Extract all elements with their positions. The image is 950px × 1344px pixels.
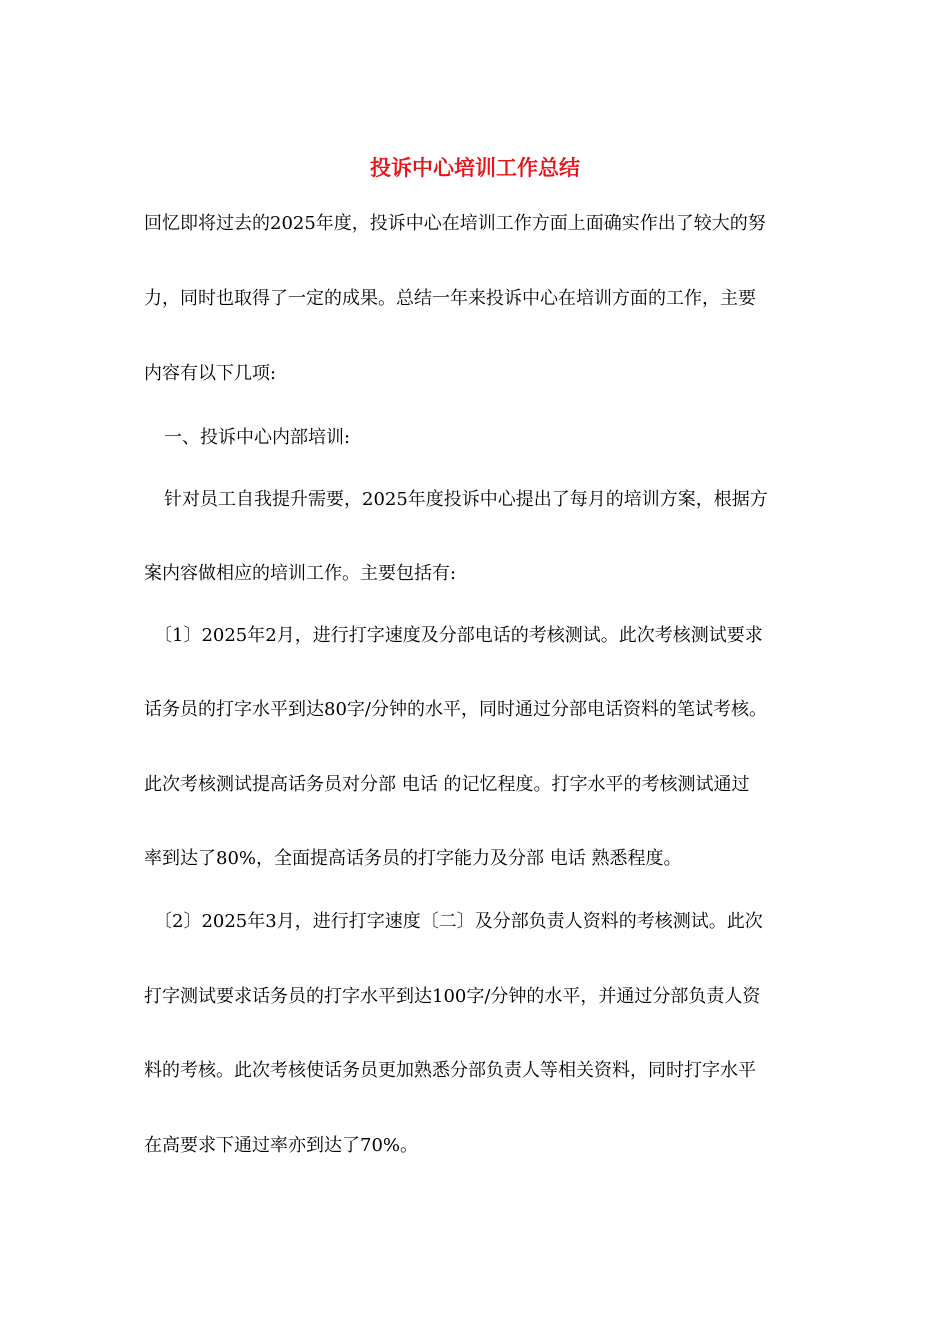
paragraph-line: 案内容做相应的培训工作。主要包括有: xyxy=(144,563,457,584)
document-title: 投诉中心培训工作总结 xyxy=(370,155,580,180)
paragraph-line: 〔2〕2025年3月，进行打字速度〔二〕及分部负责人资料的考核测试。此次 xyxy=(154,911,763,932)
paragraph-line: 此次考核测试提高话务员对分部 电话 的记忆程度。打字水平的考核测试通过 xyxy=(144,774,750,795)
paragraph-line: 料的考核。此次考核使话务员更加熟悉分部负责人等相关资料，同时打字水平 xyxy=(144,1060,756,1081)
paragraph-line: 话务员的打字水平到达80字/分钟的水平，同时通过分部电话资料的笔试考核。 xyxy=(144,699,767,720)
paragraph-line: 力，同时也取得了一定的成果。总结一年来投诉中心在培训方面的工作，主要 xyxy=(144,288,756,309)
paragraph-line: 率到达了80%，全面提高话务员的打字能力及分部 电话 熟悉程度。 xyxy=(144,848,682,869)
paragraph-line: 针对员工自我提升需要，2025年度投诉中心提出了每月的培训方案，根据方 xyxy=(164,489,768,510)
paragraph-line: 打字测试要求话务员的打字水平到达100字/分钟的水平，并通过分部负责人资 xyxy=(144,986,761,1007)
paragraph-line: 在高要求下通过率亦到达了70%。 xyxy=(144,1135,419,1156)
paragraph-line: 内容有以下几项: xyxy=(144,363,277,384)
section-heading: 一、投诉中心内部培训: xyxy=(164,427,351,448)
paragraph-line: 〔1〕2025年2月，进行打字速度及分部电话的考核测试。此次考核测试要求 xyxy=(154,625,763,646)
paragraph-line: 回忆即将过去的2025年度，投诉中心在培训工作方面上面确实作出了较大的努 xyxy=(144,213,766,234)
